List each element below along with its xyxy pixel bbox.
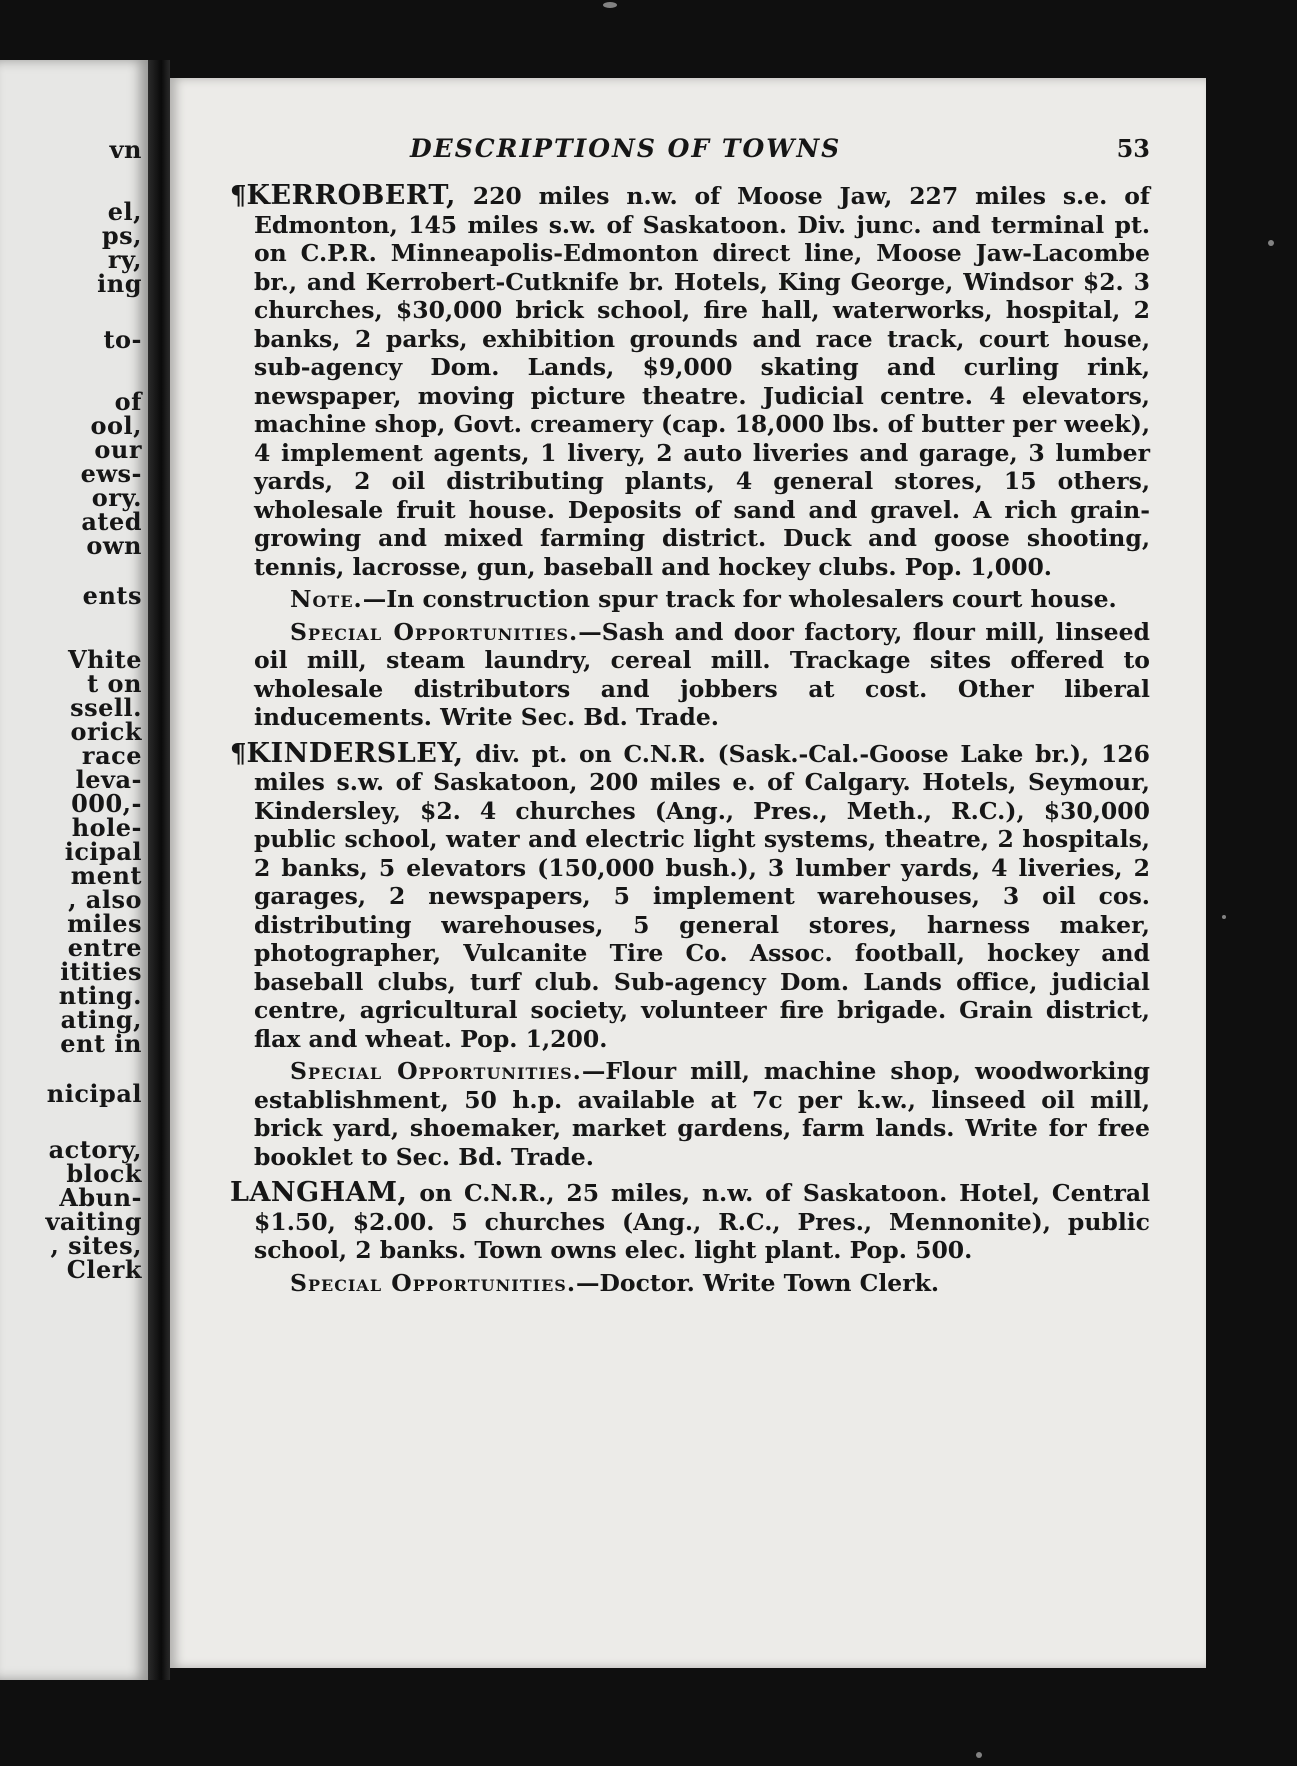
scan-speck <box>976 1752 982 1758</box>
left-page-text-fragment: leva- <box>75 765 142 794</box>
left-page-text-fragment: , sites, <box>50 1231 142 1260</box>
scan-speck <box>1268 240 1274 246</box>
running-head <box>230 134 1150 174</box>
book-page <box>170 78 1206 1668</box>
left-page-text-fragment: vn <box>109 135 142 164</box>
town-name: KERROBERT, <box>246 180 456 211</box>
note-label: Note. <box>290 585 363 613</box>
left-page-text-fragment: nting. <box>58 981 142 1010</box>
left-page-text-fragment: Vhite <box>67 645 142 674</box>
left-page-text-fragment: itities <box>60 957 142 986</box>
left-page-text-fragment: t on <box>87 669 142 698</box>
left-page-text-fragment: ated <box>81 507 142 536</box>
left-page-text-fragment: block <box>66 1159 142 1188</box>
left-page-text-fragment: hole- <box>71 813 142 842</box>
left-page-text-fragment: Clerk <box>66 1255 142 1284</box>
left-page-text-fragment: ssell. <box>70 693 142 722</box>
left-page-text-fragment: entre <box>67 933 142 962</box>
left-page-text-fragment: our <box>94 435 142 464</box>
left-page-text-fragment: icipal <box>64 837 142 866</box>
left-page-text-fragment: , also <box>68 885 142 914</box>
scan-speck <box>1222 915 1226 919</box>
note-label: Special Opportunities. <box>290 1268 577 1297</box>
left-page-text-fragment: own <box>86 531 142 560</box>
left-page-text-fragment: Abun- <box>59 1183 142 1212</box>
note-text: —Flour mill, machine shop, woodworking establishment, 50 h.p. available at 7c per k.w., linseed oil mill, brick yard, shoemaker, market gardens, farm lands. Write for free booklet to Sec. Bd. Trade. <box>254 1057 1150 1171</box>
town-description: div. pt. on C.N.R. (Sask.-Cal.-Goose Lake br.), 126 miles s.w. of Saskatoon, 200 miles e. of Calgary. Hotels, Seymour, Kindersley, $2. 4 churches (Ang., Pres., Meth., R.C.), $30,000 public school, water and electric light systems, theatre, 2 hospitals, 2 banks, 5 elevators (150,000 bush.), 3 lumber yards, 4 liveries, 2 garages, 2 newspapers, 5 implement warehouses, 3 oil cos. distributing warehouses, 5 general stores, harness maker, photographer, Vulcanite Tire Co. Assoc. football, hockey and baseball clubs, turf club. Sub-agency Dom. Lands office, judicial centre, agricultural society, volunteer fire brigade. Grain district, flax and wheat. Pop. 1,200. <box>254 739 1150 1053</box>
town-description: on C.N.R., 25 miles, n.w. of Saskatoon. Hotel, Central $1.50, $2.00. 5 churches (Ang., R.C., Pres., Mennonite), public school, 2 banks. Town owns elec. light plant. Pop. 500. <box>254 1179 1150 1264</box>
town-name: LANGHAM, <box>230 1177 408 1208</box>
left-page-text-fragment: race <box>81 741 142 770</box>
page-content <box>230 134 1150 1297</box>
note-text: —Doctor. Write Town Clerk. <box>576 1268 940 1297</box>
entry-note <box>254 1269 1150 1298</box>
note-text: —Sash and door factory, flour mill, linseed oil mill, steam laundry, cereal mill. Trackage sites offered to wholesale distributors and jobbers at cost. Other liberal inducements. Write Sec. Bd. Trade. <box>254 617 1150 731</box>
paragraph-mark: ¶ <box>230 738 247 769</box>
town-entry <box>230 737 1150 1054</box>
left-page-text-fragment: ent in <box>60 1029 142 1058</box>
left-page-text-fragment: actory, <box>48 1135 142 1164</box>
note-text: —In construction spur track for wholesalers court house. <box>362 585 1117 613</box>
left-page-text-fragment: miles <box>67 909 142 938</box>
left-page-text-fragment: ory. <box>91 483 142 512</box>
note-label: Special Opportunities. <box>290 617 579 646</box>
entry-note <box>254 618 1150 732</box>
left-page-text-fragment: ing <box>97 269 142 298</box>
left-page-text-fragment: ps, <box>101 221 142 250</box>
town-description: 220 miles n.w. of Moose Jaw, 227 miles s.e. of Edmonton, 145 miles s.w. of Saskatoon. Div. junc. and terminal pt. on C.P.R. Minneapolis-Edmonton direct line, Moose Jaw-Lacombe br., and Kerrobert-Cutknife br. Hotels, King George, Windsor $2. 3 churches, $30,000 brick school, fire hall, waterworks, hospital, 2 banks, 2 parks, exhibition grounds and race track, court house, sub-agency Dom. Lands, $9,000 skating and curling rink, newspaper, moving picture theatre. Judicial centre. 4 elevators, machine shop, Govt. creamery (cap. 18,000 lbs. of butter per week), 4 implement agents, 1 livery, 2 auto liveries and garage, 3 lumber yards, 2 oil distributing plants, 4 general stores, 15 others, wholesale fruit house. Deposits of sand and gravel. A rich grain-growing and mixed farming district. Duck and goose shooting, tennis, lacrosse, gun, baseball and hockey clubs. Pop. 1,000. <box>254 182 1150 581</box>
town-entry <box>230 1179 1150 1265</box>
left-page-text-fragment: nicipal <box>46 1079 142 1108</box>
left-page-text-fragment: vaiting <box>45 1207 142 1236</box>
note-label: Special Opportunities. <box>290 1057 582 1085</box>
left-page-text-fragment: orick <box>70 717 142 746</box>
left-page-text-fragment: el, <box>107 197 142 226</box>
entry-note <box>254 585 1150 614</box>
town-entries <box>230 182 1150 1297</box>
page-number: 53 <box>1116 134 1150 163</box>
left-page-text-fragment: ews- <box>80 459 142 488</box>
left-page-text-fragment: ool, <box>90 411 142 440</box>
previous-page-strip <box>0 60 148 1680</box>
left-page-text-fragment: 000,- <box>71 789 142 818</box>
left-page-text-fragment: ents <box>82 581 142 610</box>
left-page-text-fragment: of <box>114 387 142 416</box>
scan-speck <box>603 2 617 8</box>
left-page-text-fragment: ating, <box>60 1005 142 1034</box>
entry-note <box>254 1057 1150 1171</box>
paragraph-mark: ¶ <box>230 181 247 211</box>
town-entry <box>230 182 1150 581</box>
left-page-text-fragment: ry, <box>107 245 142 274</box>
left-page-text-fragment: ment <box>70 861 142 890</box>
book-gutter <box>148 60 170 1680</box>
running-title: DESCRIPTIONS OF TOWNS <box>410 134 842 163</box>
town-name: KINDERSLEY, <box>246 737 464 769</box>
left-page-text-fragment: to- <box>103 325 142 354</box>
